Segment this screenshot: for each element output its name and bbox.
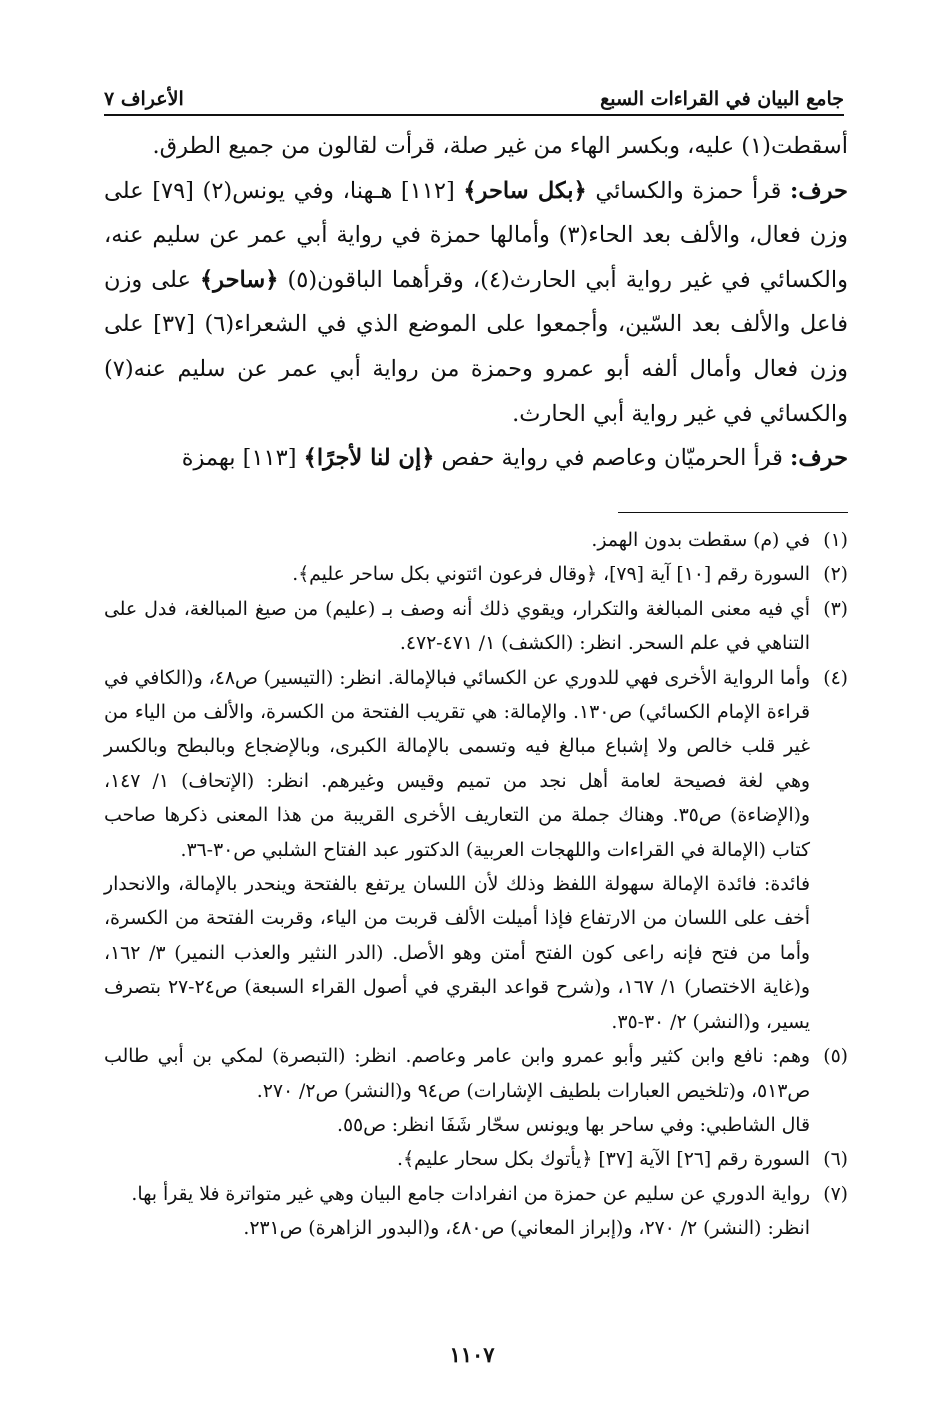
footnote-text: السورة رقم [١٠] آية [٧٩]، ﴿وقال فرعون ائتوني بكل ساحر عليم﴾. [292,564,810,586]
footnote-number: (٧) [823,1183,848,1205]
footnote [104,593,848,662]
footnote [104,662,848,868]
running-header [104,74,844,116]
paragraph-3-text-a: قرأ الحرميّان وعاصم في رواية حفص [434,445,791,472]
page-number: ١١٠٧ [449,1342,495,1367]
footnote-number: (٤) [823,667,848,689]
footnote-text: وأما الرواية الأخرى فهي للدوري عن الكسائي فبالإمالة. انظر: (التيسير) ص٤٨، و(الكافي في قراءة الإمام الكسائي) ص١٣٠. والإمالة: هي تقريب الفتحة من الكسرة، والألف من الياء من غير قلب خالص ولا إشباع مبالغ فيه وتسمى بالإمالة الكبرى، وبالإضجاع وبالبطح وبالكسر وهي لغة فصيحة لعامة أهل نجد من تميم وقيس وغيرهم. انظر: (الإتحاف) ١/ ١٤٧، و(الإضاءة) ص٣٥. وهناك جملة من التعاريف الأخرى القريبة من هذا المعنى ذكرها صاحب كتاب (الإمالة في القراءات واللهجات العربية) الدكتور عبد الفتاح الشلبي ص٣٠-٣٦. [104,667,810,861]
paragraph-3 [104,436,848,481]
main-text [104,124,848,481]
footnote-continuation: فائدة: فائدة الإمالة سهولة اللفظ وذلك لأن اللسان يرتفع بالفتحة وينحدر بالإمالة، والانحدار أخف على اللسان من الارتفاع فإذا أميلت الألف قربت من الياء، وقربت الفتحة من الكسرة، وأما من فتح فإنه راعى كون الفتح أمتن وهو الأصل. (الدر النثير والعذب النمير) ٣/ ١٦٢، و(غاية الاختصار) ١/ ١٦٧، و(شرح قواعد البقري في أصول القراء السبعة) ص٢٤-٢٧ بتصرف يسير، و(النشر) ٢/ ٣٠-٣٥. [104,874,810,1033]
paragraph-1: أسقطت(١) عليه، وبكسر الهاء من غير صلة، قرأت لقالون من جميع الطرق. [152,133,848,159]
footnote [104,1143,848,1177]
paragraph-2 [104,169,848,437]
footnote-text: في (م) سقطت بدون الهمز. [591,530,810,551]
footnote-continuation: قال الشاطبي: وفي ساحر بها ويونس سحّار شَفَا انظر: ص٥٥. [336,1114,810,1136]
footnote [104,524,848,558]
quran-quote: ﴿إن لنا لأجرًا﴾ [303,445,435,472]
quran-quote: ﴿بكل ساحر﴾ [463,177,587,204]
footnote-text: وهم: نافع وابن كثير وأبو عمرو وابن عامر وعاصم. انظر: (التبصرة) لمكي بن أبي طالب ص٥١٣، و(تلخيص العبارات بلطيف الإشارات) ص٩٤ و(النشر) ص٢/ ٢٧٠. [104,1046,810,1102]
quran-quote: ﴿ساحر﴾ [200,266,279,293]
footnote-text: أي فيه معنى المبالغة والتكرار، ويقوي ذلك أنه وصف بـ (عليم) من صيغ المبالغة، فدل على التناهي في علم السحر. انظر: (الكشف) ١/ ٤٧١-٤٧٢. [104,598,810,655]
book-title: جامع البيان في القراءات السبع [600,88,844,110]
footnote-continuation: انظر: (النشر) ٢/ ٢٧٠، و(إبراز المعاني) ص٤٨٠، و(البدور الزاهرة) ص٢٣١. [243,1218,810,1240]
footnote-number: (٦) [823,1149,848,1171]
paragraph-3-text-b: [١١٣] بهمزة [181,445,304,472]
footnote [104,1040,848,1109]
footnotes [104,524,848,1247]
footnote [104,1178,848,1212]
footnote-text: السورة رقم [٢٦] الآية [٣٧] ﴿يأتوك بكل سحار عليم﴾. [397,1149,810,1171]
footnote-number: (١) [823,530,848,551]
paragraph-2-text-a: قرأ حمزة والكسائي [586,177,791,204]
footnote-text: رواية الدوري عن سليم عن حمزة من انفرادات جامع البيان وهي غير متواترة فلا يقرأ بها. [131,1183,810,1205]
chapter-label: الأعراف ٧ [104,88,184,110]
harf-label: حرف: [790,445,848,472]
paragraph-2-text-c: على وزن فاعل والألف بعد السّين، وأجمعوا على الموضع الذي في الشعراء(٦) [٣٧] على وزن فعال وأمال ألفه أبو عمرو وحمزة من رواية أبي عمر عن سليم عنه(٧) والكسائي في غير رواية أبي الحارث. [104,266,848,427]
footnote [104,558,848,592]
footnote-number: (٥) [823,1046,848,1068]
footnote-separator [618,512,848,513]
paragraph-2-text-b: [١١٢] هـهنا، وفي يونس(٢) [٧٩] على وزن فعال، والألف بعد الحاء(٣) وأمالها حمزة في رواية أبي عمر عن سليم عنه، والكسائي في غير رواية أبي الحارث(٤)، وقرأهما الباقون(٥) [104,177,849,293]
footnote-number: (٢) [823,564,848,586]
footnote-number: (٣) [823,598,848,620]
harf-label: حرف: [790,177,848,204]
